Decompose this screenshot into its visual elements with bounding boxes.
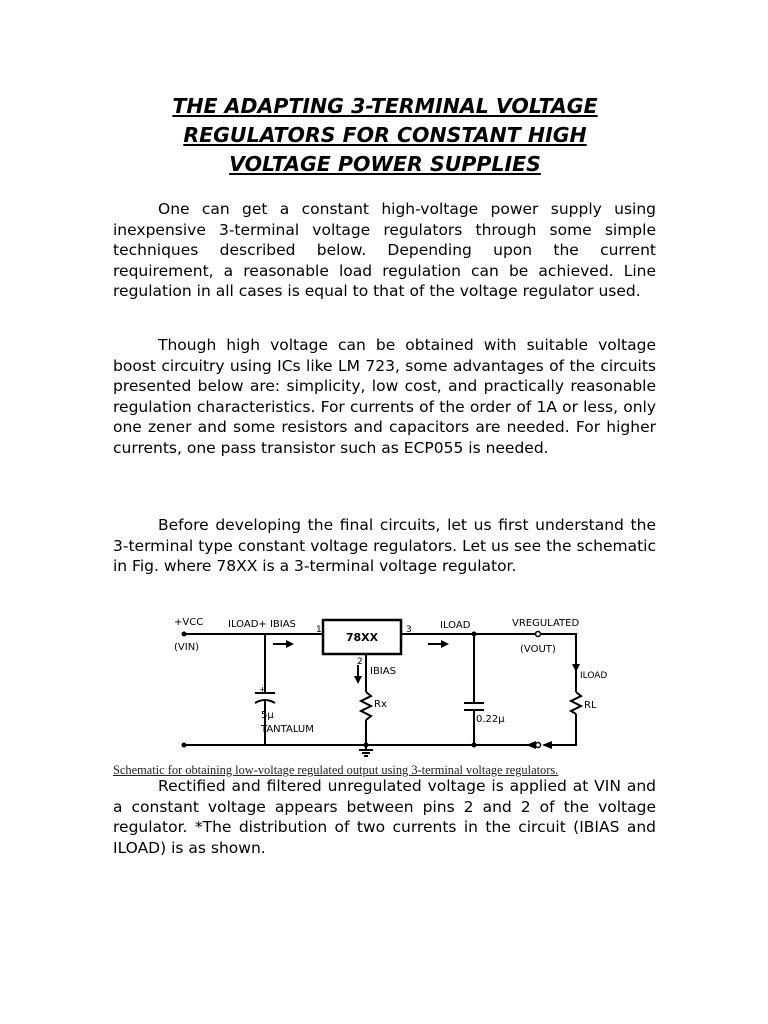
label-pin-2: 2: [357, 657, 363, 667]
label-tantalum: TANTALUM: [261, 724, 314, 735]
label-ic-78xx: 78XX: [345, 631, 379, 644]
label-pin-1: 1: [316, 625, 322, 635]
paragraph-schematic-intro: Before developing the final circuits, let us first understand the 3-terminal type constant voltage regulators. Let us see the schematic in Fig. where 78XX is a 3-terminal voltage regulator.: [113, 516, 656, 575]
label-rl: RL: [584, 700, 597, 711]
label-vcc: +VCC: [174, 617, 204, 628]
paragraph-advantages: Though high voltage can be obtained with suitable voltage boost circuitry using ICs like LM 723, some advantages of the circuits presented below are: simplicity, low cost, and practically reasonable regulation characteristics. For currents of the order of 1A or less, only one zener and some resistors and capacitors are needed. For higher currents, one pass transistor such as ECP055 is needed.: [113, 336, 656, 457]
document-title: [100, 92, 670, 179]
label-ibias: IBIAS: [370, 666, 396, 677]
paragraph-intro: One can get a constant high-voltage power supply using inexpensive 3-terminal voltage regulators through some simple techniques described below. Depending upon the current requirement, a reasonable load regulation can be achieved. Line regulation in all cases is equal to that of the voltage regulator used.: [113, 200, 656, 300]
figure-caption: Schematic for obtaining low-voltage regulated output using 3-terminal voltage regulators.: [113, 763, 559, 777]
label-vout: (VOUT): [520, 644, 556, 655]
label-vin: (VIN): [174, 642, 200, 653]
label-pin-3: 3: [406, 625, 412, 635]
label-cap-022u: 0.22µ: [476, 714, 505, 725]
label-cap-5u: 5µ: [261, 710, 274, 721]
label-vregulated: VREGULATED: [512, 618, 580, 629]
label-rx: Rx: [374, 699, 387, 710]
label-cap-plus: +: [259, 685, 266, 694]
paragraph-explanation: Rectified and filtered unregulated voltage is applied at VIN and a constant voltage appears between pins 2 and 2 of the voltage regulator. *The distribution of two currents in the circuit (IBIAS and ILOAD) is as shown.: [113, 777, 656, 857]
label-iload-top: ILOAD: [440, 620, 471, 631]
regulator-schematic: [170, 610, 608, 760]
title-line-3: VOLTAGE POWER SUPPLIES: [229, 152, 541, 176]
title-line-1: THE ADAPTING 3-TERMINAL VOLTAGE: [172, 94, 598, 118]
label-iload-right: ILOAD: [580, 671, 608, 681]
label-iload-ibias: ILOAD+ IBIAS: [228, 619, 296, 630]
title-line-2: REGULATORS FOR CONSTANT HIGH: [183, 123, 587, 147]
